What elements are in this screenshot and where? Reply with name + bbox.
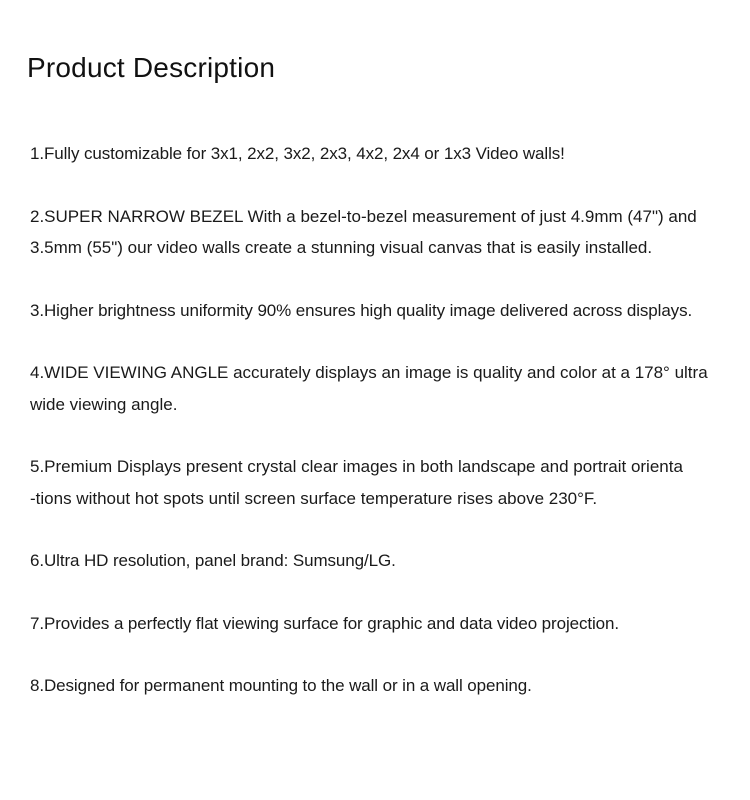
description-item-8: 8.Designed for permanent mounting to the wall or in a wall opening. bbox=[30, 676, 532, 695]
description-item-5 bbox=[30, 451, 742, 514]
description-item-5-line-1: 5.Premium Displays present crystal clear images in both landscape and portrait orienta bbox=[30, 457, 683, 476]
page-title: Product Description bbox=[27, 52, 276, 83]
description-item-1: 1.Fully customizable for 3x1, 2x2, 3x2, 2x3, 4x2, 2x4 or 1x3 Video walls! bbox=[30, 144, 565, 163]
description-item-6: 6.Ultra HD resolution, panel brand: Sumsung/LG. bbox=[30, 551, 396, 570]
description-item-2-line-1: 2.SUPER NARROW BEZEL With a bezel-to-bezel measurement of just 4.9mm (47") and bbox=[30, 206, 697, 226]
description-item-4 bbox=[30, 357, 742, 420]
description-item-2-line-2: 3.5mm (55") our video walls create a stunning visual canvas that is easily installed. bbox=[30, 238, 653, 257]
description-item-5-line-2: -tions without hot spots until screen surface temperature rises above 230°F. bbox=[30, 488, 598, 508]
description-item-7: 7.Provides a perfectly flat viewing surface for graphic and data video projection. bbox=[30, 613, 620, 633]
description-item-3: 3.Higher brightness uniformity 90% ensures high quality image delivered across displays. bbox=[30, 300, 693, 320]
description-item-2 bbox=[30, 201, 742, 264]
description-item-4-line-1: 4.WIDE VIEWING ANGLE accurately displays an image is quality and color at a 178° ultra bbox=[30, 363, 708, 382]
description-list bbox=[30, 138, 742, 733]
description-item-4-line-2: wide viewing angle. bbox=[30, 394, 178, 414]
